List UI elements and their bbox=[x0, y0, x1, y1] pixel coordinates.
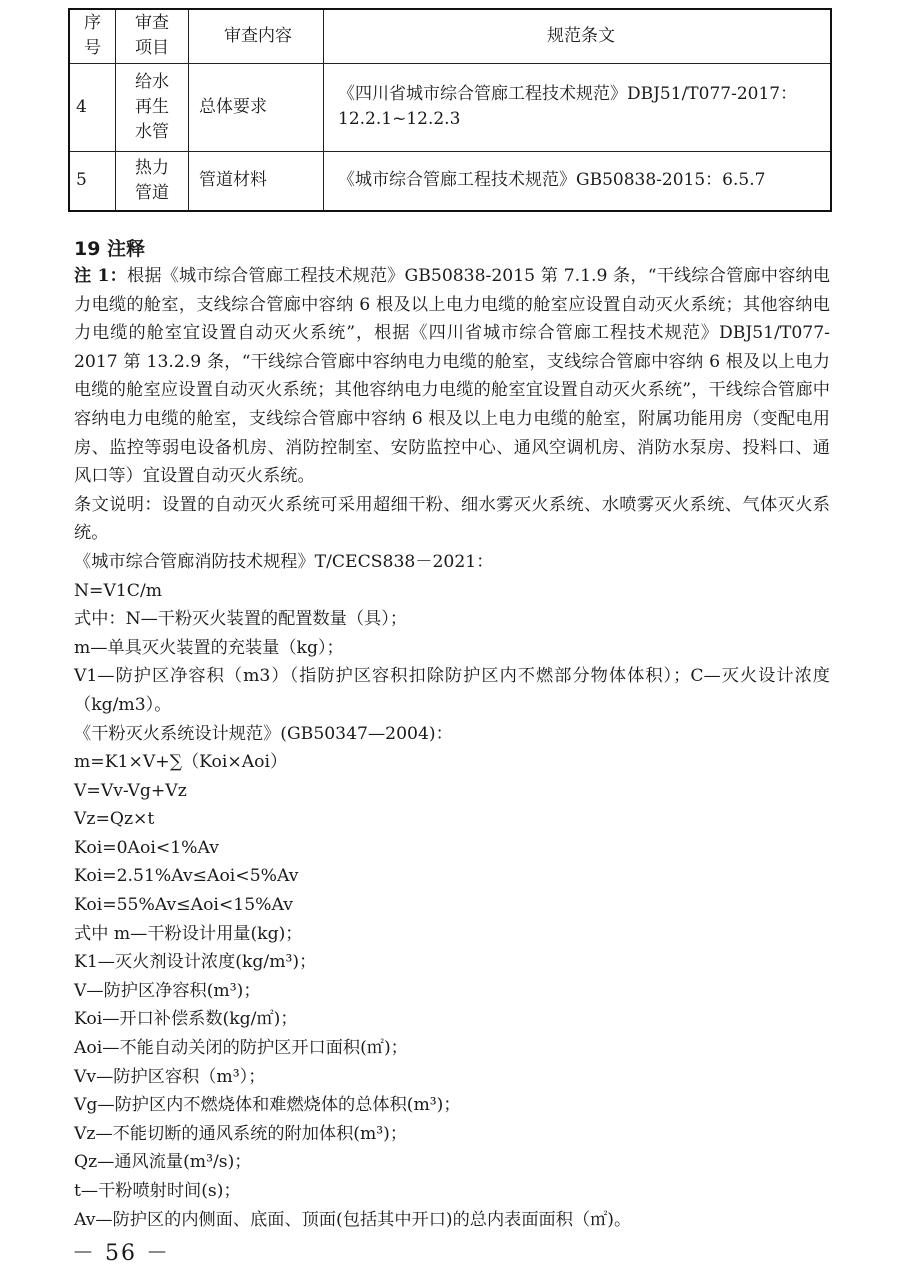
row-spec bbox=[324, 63, 832, 151]
formula-line: m=K1×V+∑（Koi×Aoi） bbox=[74, 752, 288, 773]
text-line: V—防护区净容积(m³)； bbox=[74, 980, 261, 1001]
row-spec-line: 12.2.1~12.2.3 bbox=[338, 109, 461, 129]
formula-line: Koi=2.51%Av≤Aoi<5%Av bbox=[74, 866, 299, 887]
text-line: Koi—开口补偿系数(kg/㎡)； bbox=[74, 1009, 298, 1030]
formula-line: Koi=0Aoi<1%Av bbox=[74, 837, 219, 858]
header-no bbox=[69, 9, 116, 63]
header-no-line: 序 bbox=[84, 13, 101, 34]
table-row bbox=[69, 151, 831, 211]
text-line: K1—灭火剂设计浓度(kg/m³)； bbox=[74, 952, 317, 973]
row-item-line: 水管 bbox=[135, 121, 169, 142]
row-item-line: 热力 bbox=[135, 157, 169, 178]
text-line: 式中 m—干粉设计用量(kg)； bbox=[74, 923, 303, 944]
text-line: t—干粉喷射时间(s)； bbox=[74, 1181, 241, 1201]
row-item bbox=[116, 63, 189, 151]
header-item-line: 项目 bbox=[135, 38, 169, 59]
table-row bbox=[69, 63, 831, 151]
text-line: m—单具灭火装置的充装量（kg）； bbox=[74, 637, 344, 658]
header-content: 审查内容 bbox=[189, 9, 324, 63]
text-line: 条文说明：设置的自动灭火系统可采用超细干粉、细水雾灭火系统、水喷雾灭火系统、气体灭火系统。 bbox=[74, 494, 830, 544]
text-line: 式中：N—干粉灭火装置的配置数量（具）； bbox=[74, 609, 408, 630]
review-table bbox=[68, 8, 832, 212]
row-no: 5 bbox=[69, 151, 116, 211]
text-line: Vv—防护区容积（m³）； bbox=[74, 1066, 266, 1087]
row-item-line: 给水 bbox=[135, 71, 169, 92]
header-item bbox=[116, 9, 189, 63]
row-content: 总体要求 bbox=[189, 63, 324, 151]
text-line: Vz—不能切断的通风系统的附加体积(m³)； bbox=[74, 1123, 408, 1144]
formula-line: N=V1C/m bbox=[74, 580, 163, 601]
row-content: 管道材料 bbox=[189, 151, 324, 211]
section-title: 19 注释 bbox=[74, 238, 146, 260]
row-spec: 《城市综合管廊工程技术规范》GB50838-2015：6.5.7 bbox=[324, 151, 832, 211]
text-line: Aoi—不能自动关闭的防护区开口面积(㎡)； bbox=[74, 1038, 408, 1059]
note-label: 注 1： bbox=[74, 266, 127, 286]
text-line: V1—防护区净容积（m3）（指防护区容积扣除防护区内不燃部分物体体积）；C—灭火设计浓度（kg/m3）。 bbox=[74, 666, 830, 715]
row-spec-line: 《四川省城市综合管廊工程技术规范》DBJ51/T077-2017： bbox=[338, 84, 798, 104]
row-no: 4 bbox=[69, 63, 116, 151]
page-number: － 56 － bbox=[72, 1241, 170, 1266]
header-spec: 规范条文 bbox=[324, 9, 832, 63]
note-1 bbox=[74, 262, 830, 491]
note-text: 根据《城市综合管廊工程技术规范》GB50838-2015 第 7.1.9 条，“干线综合管廊中容纳电力电缆的舱室，支线综合管廊中容纳 6 根及以上电力电缆的舱室应设置自动灭火系统；其他容纳电力电缆的舱室宜设置自动灭火系统”，根据《四川省城市综合管廊工程技术规范》DBJ51/T077-2017 第 13.2.9 条，“干线综合管廊中容纳电力电缆的舱室，支线综合管廊中容纳 6 根及以上电力电缆的舱室应设置自动灭火系统；其他容纳电力电缆的舱室宜设置自动灭火系统”，干线综合管廊中容纳电力电缆的舱室，支线综合管廊中容纳 6 根及以上电力电缆的舱室，附属功能用房（变配电用房、监控等弱电设备机房、消防控制室、安防监控中心、通风空调机房、消防水泵房、投料口、通风口等）宜设置自动灭火系统。 bbox=[74, 266, 831, 487]
row-item bbox=[116, 151, 189, 211]
text-line: Qz—通风流量(m³/s)； bbox=[74, 1152, 252, 1173]
text-line: 《干粉灭火系统设计规范》(GB50347—2004)： bbox=[74, 723, 453, 744]
text-line: Vg—防护区内不燃烧体和难燃烧体的总体积(m³)； bbox=[74, 1095, 461, 1116]
formula-line: Vz=Qz×t bbox=[74, 809, 155, 830]
formula-line: Koi=55%Av≤Aoi<15%Av bbox=[74, 895, 293, 916]
row-item-line: 再生 bbox=[135, 96, 169, 117]
header-item-line: 审查 bbox=[135, 13, 169, 34]
formula-line: V=Vv-Vg+Vz bbox=[74, 780, 187, 801]
header-no-line: 号 bbox=[84, 38, 101, 59]
notes-body bbox=[74, 262, 830, 1234]
text-line: Av—防护区的内侧面、底面、顶面(包括其中开口)的总内表面面积（㎡)。 bbox=[74, 1209, 632, 1230]
row-item-line: 管道 bbox=[135, 182, 169, 203]
text-line: 《城市综合管廊消防技术规程》T/CECS838－2021： bbox=[74, 551, 494, 572]
table-header-row bbox=[69, 9, 831, 63]
